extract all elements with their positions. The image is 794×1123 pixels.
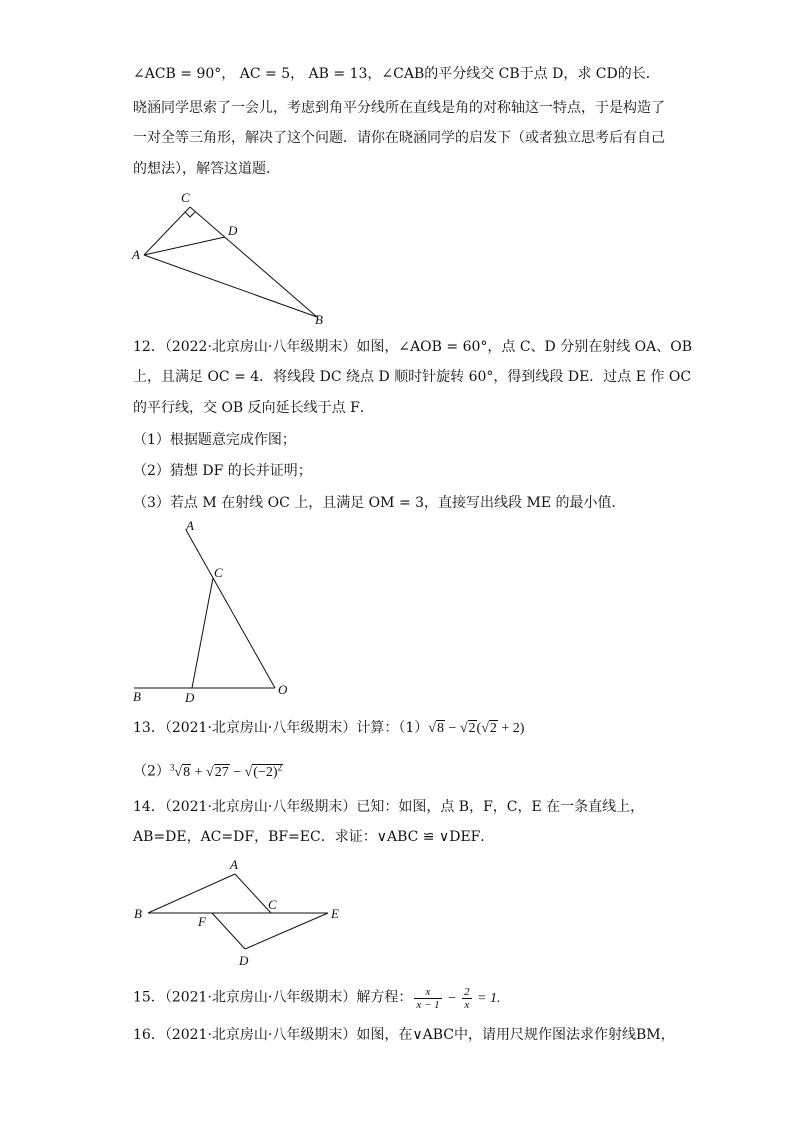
p15-d1: x − 1 [416,999,440,1011]
p13-q2-plus: + [191,764,207,780]
p15-rhs: = 1. [473,990,501,1006]
fig3-label-c: C [268,897,277,912]
p11-line2: 晓涵同学思索了一会儿，考虑到角平分线所在直线是角的对称轴这一特点，于是构造了 [133,100,665,116]
fig2-label-o: O [278,682,288,697]
p13-q2-minus: − [229,764,245,780]
p15-d2: x [464,999,470,1011]
p15-n2: 2 [464,986,470,998]
p12-line3: 的平行线，交 OB 反向延长线于点 F． [133,400,374,416]
p13-q2-a: 8 [183,764,191,780]
p13-q2-c: (−2) [253,764,278,780]
p11-line1: ∠ACB = 90°， AC = 5， AB = 13，∠CAB的平分线交 CB于点 D，求 CD的长． [133,66,660,82]
p15-minus: − [443,990,461,1006]
fig2-label-a: A [186,518,194,533]
figure-two-triangles [128,852,353,972]
p11-line3: 一对全等三角形，解决了这个问题．请你在晓涵同学的启发下（或者独立思考后有自己 [133,130,665,146]
p13-line1: 13．（2021·北京房山·八年级期末）计算：（1）√8 − √2(√2 + 2) [133,720,525,736]
p14-line1: 14．（2021·北京房山·八年级期末）已知：如图，点 B，F，C，E 在一条直线上， [133,799,645,815]
p13-prefix: 13．（2021·北京房山·八年级期末）计算：（1） [133,720,429,736]
fig3-label-f: F [198,914,206,929]
p14-line2: AB=DE，AC=DF，BF=EC．求证：∨ABC ≌ ∨DEF． [133,829,495,845]
p12-q3: （3）若点 M 在射线 OC 上，且满足 OM = 3，直接写出线段 ME 的最小值． [133,495,626,511]
p13-q2-index: 3 [169,762,175,772]
p13-q1-c: ( [476,721,482,736]
p12-q2: （2）猜想 DF 的长并证明； [133,463,312,479]
fig3-label-a: A [230,857,238,872]
p13-q1-d: 2 [489,721,497,736]
fig3-label-e: E [331,906,339,921]
fig3-label-b: B [134,906,142,921]
p11-line4: 的想法），解答这道题． [133,161,280,177]
p13-line2: $(2)^3√8 + √27 - √(-2)^2$ [133,762,283,780]
p13-q1-minus: − [444,721,460,736]
p13-q1-a: 8 [436,721,444,736]
p12-line2: 上，且满足 OC = 4．将线段 DC 绕点 D 顺时针旋转 60°，得到线段 DE．过点 E 作 OC [133,369,692,385]
p15-n1: x [414,986,441,999]
p16-line1: 16．（2021·北京房山·八年级期末）如图，在∨ABC中，请用尺规作图法求作射线BM， [133,1027,675,1043]
fig2-label-b: B [133,689,141,704]
fig2-label-d: D [185,690,195,705]
p13-q2-exp: 2 [277,762,283,772]
fig1-label-c: C [181,190,190,205]
p15-line [133,986,501,1011]
fig1-label-a: A [132,247,140,262]
fig3-label-d: D [239,953,249,968]
figure-angle-aob [128,515,298,705]
p13-q2-b: 27 [214,764,229,780]
fig1-label-b: B [315,312,323,327]
p13-q1-e: + 2) [497,721,525,736]
figure-triangle-acb [125,185,335,335]
fig2-label-c: C [214,565,223,580]
p13-q2-prefix: （2） [133,763,170,780]
fig1-label-d: D [228,223,238,238]
p12-q1: （1）根据题意完成作图； [133,432,296,448]
p15-prefix: 15．（2021·北京房山·八年级期末）解方程： [133,989,413,1006]
p13-q1-b: 2 [468,721,476,736]
p12-line1: 12．（2022·北京房山·八年级期末）如图，∠AOB = 60°，点 C、D 分别在射线 OA、OB [133,339,693,355]
